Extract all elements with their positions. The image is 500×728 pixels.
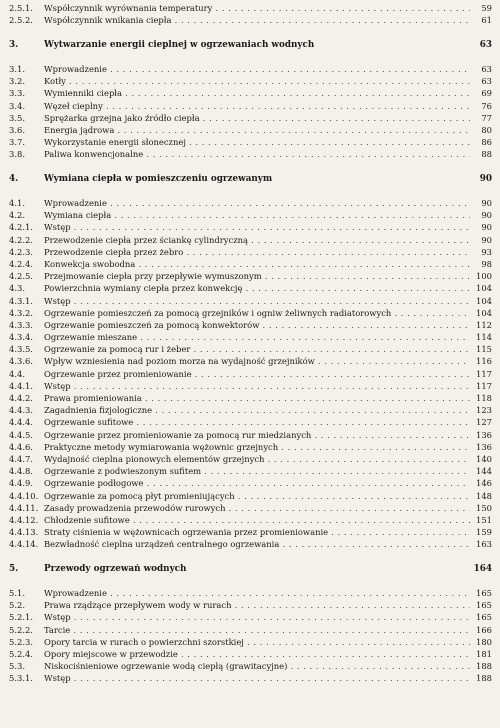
toc-entry-title: Ogrzewanie podłogowe . . . [44, 477, 470, 489]
toc-entry-number: 4.3.3. [9, 319, 33, 330]
toc-entry-page: 90 [470, 221, 492, 233]
toc-entry-page: 165 [470, 611, 492, 623]
toc-entry-title: Ogrzewanie za pomocą rur i żeber . . . [44, 343, 470, 355]
toc-entry [0, 624, 500, 636]
toc-entry-number: 4.4.7. [9, 453, 33, 464]
toc-entry-number: 5.2. [9, 600, 25, 611]
toc-entry-page: 90 [470, 234, 492, 246]
toc-entry-number: 3.3. [9, 88, 25, 99]
toc-entry-number: 4.3.4. [9, 332, 33, 343]
toc-entry-number: 4.4.10. [9, 490, 39, 501]
toc-chapter-heading [0, 39, 500, 51]
toc-entry [0, 502, 500, 514]
toc-entry [0, 282, 500, 294]
toc-entry-page: 80 [470, 124, 492, 136]
toc-entry-title: Przewodzenie ciepła przez ściankę cylindryczną . . . [44, 234, 470, 246]
toc-entry-page: 159 [470, 526, 492, 538]
toc-entry [0, 514, 500, 526]
toc-entry-number: 3.4. [9, 100, 25, 111]
toc-entry-title: Paliwa konwencjonalne . . . [44, 148, 470, 160]
toc-entry-title: Wstęp . . . [44, 380, 470, 392]
toc-entry-number: 5.2.4. [9, 648, 33, 659]
toc-entry-page: 63 [470, 63, 492, 75]
toc-entry-page: 104 [470, 307, 492, 319]
toc-entry-title: Wprowadzenie . . . [44, 63, 470, 75]
toc-entry-page: 98 [470, 258, 492, 270]
toc-entry-number: 4.4.6. [9, 441, 33, 452]
toc-entry-number: 4.4.11. [9, 502, 39, 513]
toc-entry-number: 5.1. [9, 588, 25, 598]
toc-entry [0, 538, 500, 550]
toc-entry-title: Węzeł cieplny . . . [44, 100, 470, 112]
toc-entry-page: 118 [470, 392, 492, 404]
toc-entry-number: 4.2.4. [9, 258, 33, 269]
toc-entry-number: 4.4.8. [9, 466, 33, 477]
toc-entry-page: 112 [470, 319, 492, 331]
toc-entry-title: Ogrzewanie mieszane . . . [44, 331, 470, 343]
toc-entry-title: Przejmowanie ciepła przy przepływie wymuszonym . . . [44, 270, 470, 282]
toc-entry-page: 86 [470, 136, 492, 148]
toc-entry-title: Współczynnik wnikania ciepła . . . [44, 14, 470, 26]
toc-entry [0, 611, 500, 623]
toc-entry [0, 2, 500, 14]
toc-entry-page: 188 [470, 660, 492, 672]
toc-entry [0, 648, 500, 660]
toc-entry-page: 115 [470, 343, 492, 355]
section-gap [0, 26, 500, 38]
toc-entry-title: Opory miejscowe w przewodzie . . . [44, 648, 470, 660]
toc-entry-number: 3. [9, 39, 19, 50]
toc-entry-page: 181 [470, 648, 492, 660]
toc-entry [0, 404, 500, 416]
toc-entry-page: 150 [470, 502, 492, 514]
toc-entry-page: 69 [470, 87, 492, 99]
toc-entry-title: Kotły . . . [44, 75, 470, 87]
toc-entry-page: 93 [470, 246, 492, 258]
toc-entry [0, 380, 500, 392]
toc-entry-number: 4.4.1. [9, 380, 33, 391]
toc-entry-number: 4.4.12. [9, 514, 39, 525]
toc-entry [0, 87, 500, 99]
toc-entry-title: Przewodzenie ciepła przez żebro . . . [44, 246, 470, 258]
toc-entry-title: Ogrzewanie za pomocą płyt promieniujących . . . [44, 490, 470, 502]
toc-entry-title: Tarcie . . . [44, 624, 470, 636]
toc-entry-page: 117 [470, 380, 492, 392]
section-gap [0, 550, 500, 562]
toc-entry-number: 4.4.14. [9, 539, 39, 550]
toc-entry-title: Praktyczne metody wymiarowania wężownic grzejnych . . . [44, 441, 470, 453]
toc-entry-title: Prawa rządzące przepływem wody w rurach . . . [44, 599, 470, 611]
section-gap [0, 185, 500, 197]
toc-entry-title: Ogrzewanie pomieszczeń za pomocą grzejników i ogniw żeliwnych radiatorowych . . . [44, 307, 470, 319]
toc-entry-page: 77 [470, 112, 492, 124]
toc-entry [0, 343, 500, 355]
toc-entry [0, 246, 500, 258]
toc-entry [0, 355, 500, 367]
toc-entry-page: 114 [470, 331, 492, 343]
toc-entry-title: Wstęp . . . [44, 295, 470, 307]
toc-entry-number: 4.4.3. [9, 405, 33, 416]
toc-chapter-heading [0, 173, 500, 185]
toc-entry-number: 5.3.1. [9, 673, 33, 684]
toc-entry-title: Wydajność cieplna pionowych elementów grzejnych . . . [44, 453, 470, 465]
toc-entry [0, 490, 500, 502]
toc-entry [0, 14, 500, 26]
toc-entry-title: Wpływ wzniesienia nad poziom morza na wydajność grzejników . . . [44, 355, 470, 367]
toc-entry-page: 104 [470, 282, 492, 294]
toc-entry [0, 453, 500, 465]
toc-entry-number: 5.3. [9, 661, 25, 672]
toc-entry [0, 63, 500, 75]
toc-entry [0, 197, 500, 209]
toc-entry-title: Sprężarka grzejna jako źródło ciepła . . . [44, 112, 470, 124]
toc-entry-number: 3.5. [9, 112, 25, 123]
toc-entry-page: 90 [470, 173, 492, 185]
section-gap [0, 160, 500, 172]
toc-entry-title: Ogrzewanie pomieszczeń za pomocą konwektorów . . . [44, 319, 470, 331]
toc-entry-number: 5.2.3. [9, 636, 33, 647]
toc-entry [0, 636, 500, 648]
toc-entry [0, 75, 500, 87]
toc-entry [0, 477, 500, 489]
toc-entry-page: 104 [470, 295, 492, 307]
toc-entry-title: Wymiana ciepła . . . [44, 209, 470, 221]
toc-entry-page: 90 [470, 209, 492, 221]
toc-entry-page: 117 [470, 368, 492, 380]
toc-entry [0, 209, 500, 221]
toc-entry-number: 5.2.2. [9, 624, 33, 635]
toc-entry-number: 5.2.1. [9, 612, 33, 623]
toc-entry-number: 4. [9, 173, 19, 184]
toc-entry-number: 3.7. [9, 137, 25, 148]
toc-entry-number: 3.2. [9, 76, 25, 87]
toc-entry [0, 368, 500, 380]
toc-entry-number: 4.3.1. [9, 295, 33, 306]
toc-entry [0, 234, 500, 246]
toc-entry-page: 164 [470, 563, 492, 575]
toc-entry-page: 136 [470, 441, 492, 453]
toc-entry-title: Bezwładność cieplna urządzeń centralnego ogrzewania . . . [44, 538, 470, 550]
toc-entry [0, 672, 500, 684]
toc-entry-page: 116 [470, 355, 492, 367]
toc-entry [0, 599, 500, 611]
toc-entry-page: 136 [470, 429, 492, 441]
toc-entry [0, 307, 500, 319]
toc-entry [0, 136, 500, 148]
toc-entry-page: 151 [470, 514, 492, 526]
toc-entry [0, 429, 500, 441]
toc-entry-number: 4.4.9. [9, 478, 33, 489]
toc-entry-page: 163 [470, 538, 492, 550]
toc-entry-title: Prawa promieniowania . . . [44, 392, 470, 404]
toc-entry-title: Przewody ogrzewań wodnych [44, 563, 187, 574]
toc-entry-number: 4.4.2. [9, 393, 33, 403]
toc-entry [0, 100, 500, 112]
toc-entry-number: 3.8. [9, 149, 25, 160]
toc-entry-number: 4.4. [9, 368, 25, 379]
toc-entry-page: 61 [470, 14, 492, 26]
toc-entry-title: Konwekcja swobodna . . . [44, 258, 470, 270]
toc-entry-title: Ogrzewanie z podwieszonym sufitem . . . [44, 465, 470, 477]
toc-entry [0, 221, 500, 233]
toc-entry-number: 4.3. [9, 283, 25, 294]
toc-entry-page: 188 [470, 672, 492, 684]
toc-entry-number: 3.1. [9, 63, 25, 74]
toc-entry-title: Chłodzenie sufitowe . . . [44, 514, 470, 526]
toc-entry-number: 4.1. [9, 198, 25, 208]
toc-entry [0, 660, 500, 672]
toc-entry-number: 4.2.3. [9, 246, 33, 257]
toc-entry-title: Powierzchnia wymiany ciepła przez konwekcję . . . [44, 282, 470, 294]
toc-entry-title: Opory tarcia w rurach o powierzchni szorstkiej . . . [44, 636, 470, 648]
toc-entry-title: Wytwarzanie energii cieplnej w ogrzewaniach wodnych [44, 39, 315, 50]
toc-entry [0, 319, 500, 331]
toc-entry [0, 295, 500, 307]
toc-entry-title: Straty ciśnienia w wężownicach ogrzewania przez promieniowanie . . . [44, 526, 470, 538]
toc-entry-title: Wstęp . . . [44, 611, 470, 623]
toc-entry-title: Zagadnienia fizjologiczne . . . [44, 404, 470, 416]
toc-entry-page: 100 [470, 270, 492, 282]
toc-entry [0, 392, 500, 404]
toc-entry-page: 180 [470, 636, 492, 648]
toc-entry-title: Wykorzystanie energii słonecznej . . . [44, 136, 470, 148]
toc-entry-title: Wstęp . . . [44, 672, 470, 684]
toc-entry-page: 166 [470, 624, 492, 636]
toc-entry [0, 465, 500, 477]
toc-entry-page: 63 [470, 75, 492, 87]
toc-entry [0, 112, 500, 124]
toc-entry [0, 526, 500, 538]
toc-entry-title: Wymiana ciepła w pomieszczeniu ogrzewanym [44, 173, 273, 184]
toc-entry-number: 4.3.5. [9, 344, 33, 355]
toc-entry-title: Współczynnik wyrównania temperatury . . . [44, 2, 470, 14]
toc-entry-page: 59 [470, 2, 492, 14]
toc-entry-title: Niskociśnieniowe ogrzewanie wodą ciepłą (grawitacyjne) . . . [44, 660, 470, 672]
toc-entry-title: Energia jądrowa . . . [44, 124, 470, 136]
toc-entry-title: Ogrzewanie przez promieniowanie . . . [44, 368, 470, 380]
toc-entry-page: 76 [470, 100, 492, 112]
section-gap [0, 575, 500, 587]
toc-entry-number: 4.2.2. [9, 234, 33, 245]
toc-entry-number: 5. [9, 563, 19, 574]
toc-entry-number: 4.2.5. [9, 271, 33, 282]
toc-entry-number: 4.4.13. [9, 527, 39, 538]
toc-entry-page: 165 [470, 587, 492, 599]
toc-entry-number: 4.4.4. [9, 417, 33, 428]
toc-entry-number: 3.6. [9, 124, 25, 135]
toc-entry [0, 331, 500, 343]
toc-entry-page: 146 [470, 477, 492, 489]
toc-entry-page: 88 [470, 148, 492, 160]
toc-entry-title: Wprowadzenie . . . [44, 587, 470, 599]
toc-entry-page: 90 [470, 197, 492, 209]
toc-entry-number: 2.5.2. [9, 15, 33, 26]
toc-entry-number: 4.2.1. [9, 222, 33, 233]
toc-chapter-heading [0, 563, 500, 575]
toc-entry-number: 4.3.6. [9, 356, 33, 367]
toc-entry-number: 4.4.5. [9, 429, 33, 440]
toc-entry-title: Zasady prowadzenia przewodów rurowych . . . [44, 502, 470, 514]
toc-entry [0, 270, 500, 282]
toc-entry-page: 123 [470, 404, 492, 416]
toc-entry-page: 140 [470, 453, 492, 465]
toc-entry [0, 587, 500, 599]
toc-entry-page: 127 [470, 416, 492, 428]
toc-entry [0, 416, 500, 428]
toc-entry [0, 148, 500, 160]
toc-entry-page: 63 [470, 39, 492, 51]
toc-entry [0, 124, 500, 136]
section-gap [0, 51, 500, 63]
toc-entry-page: 144 [470, 465, 492, 477]
toc-entry-number: 4.2. [9, 210, 25, 221]
toc-entry [0, 258, 500, 270]
toc-entry-title: Ogrzewanie sufitowe . . . [44, 416, 470, 428]
toc-entry-title: Wymienniki ciepła . . . [44, 87, 470, 99]
toc-entry-number: 4.3.2. [9, 307, 33, 318]
toc-entry [0, 441, 500, 453]
toc-entry-title: Ogrzewanie przez promieniowanie za pomocą rur miedzianych . . . [44, 429, 470, 441]
toc-entry-title: Wprowadzenie . . . [44, 197, 470, 209]
toc-entry-page: 165 [470, 599, 492, 611]
toc-entry-number: 2.5.1. [9, 3, 33, 13]
toc-entry-page: 148 [470, 490, 492, 502]
toc-entry-title: Wstęp . . . [44, 221, 470, 233]
